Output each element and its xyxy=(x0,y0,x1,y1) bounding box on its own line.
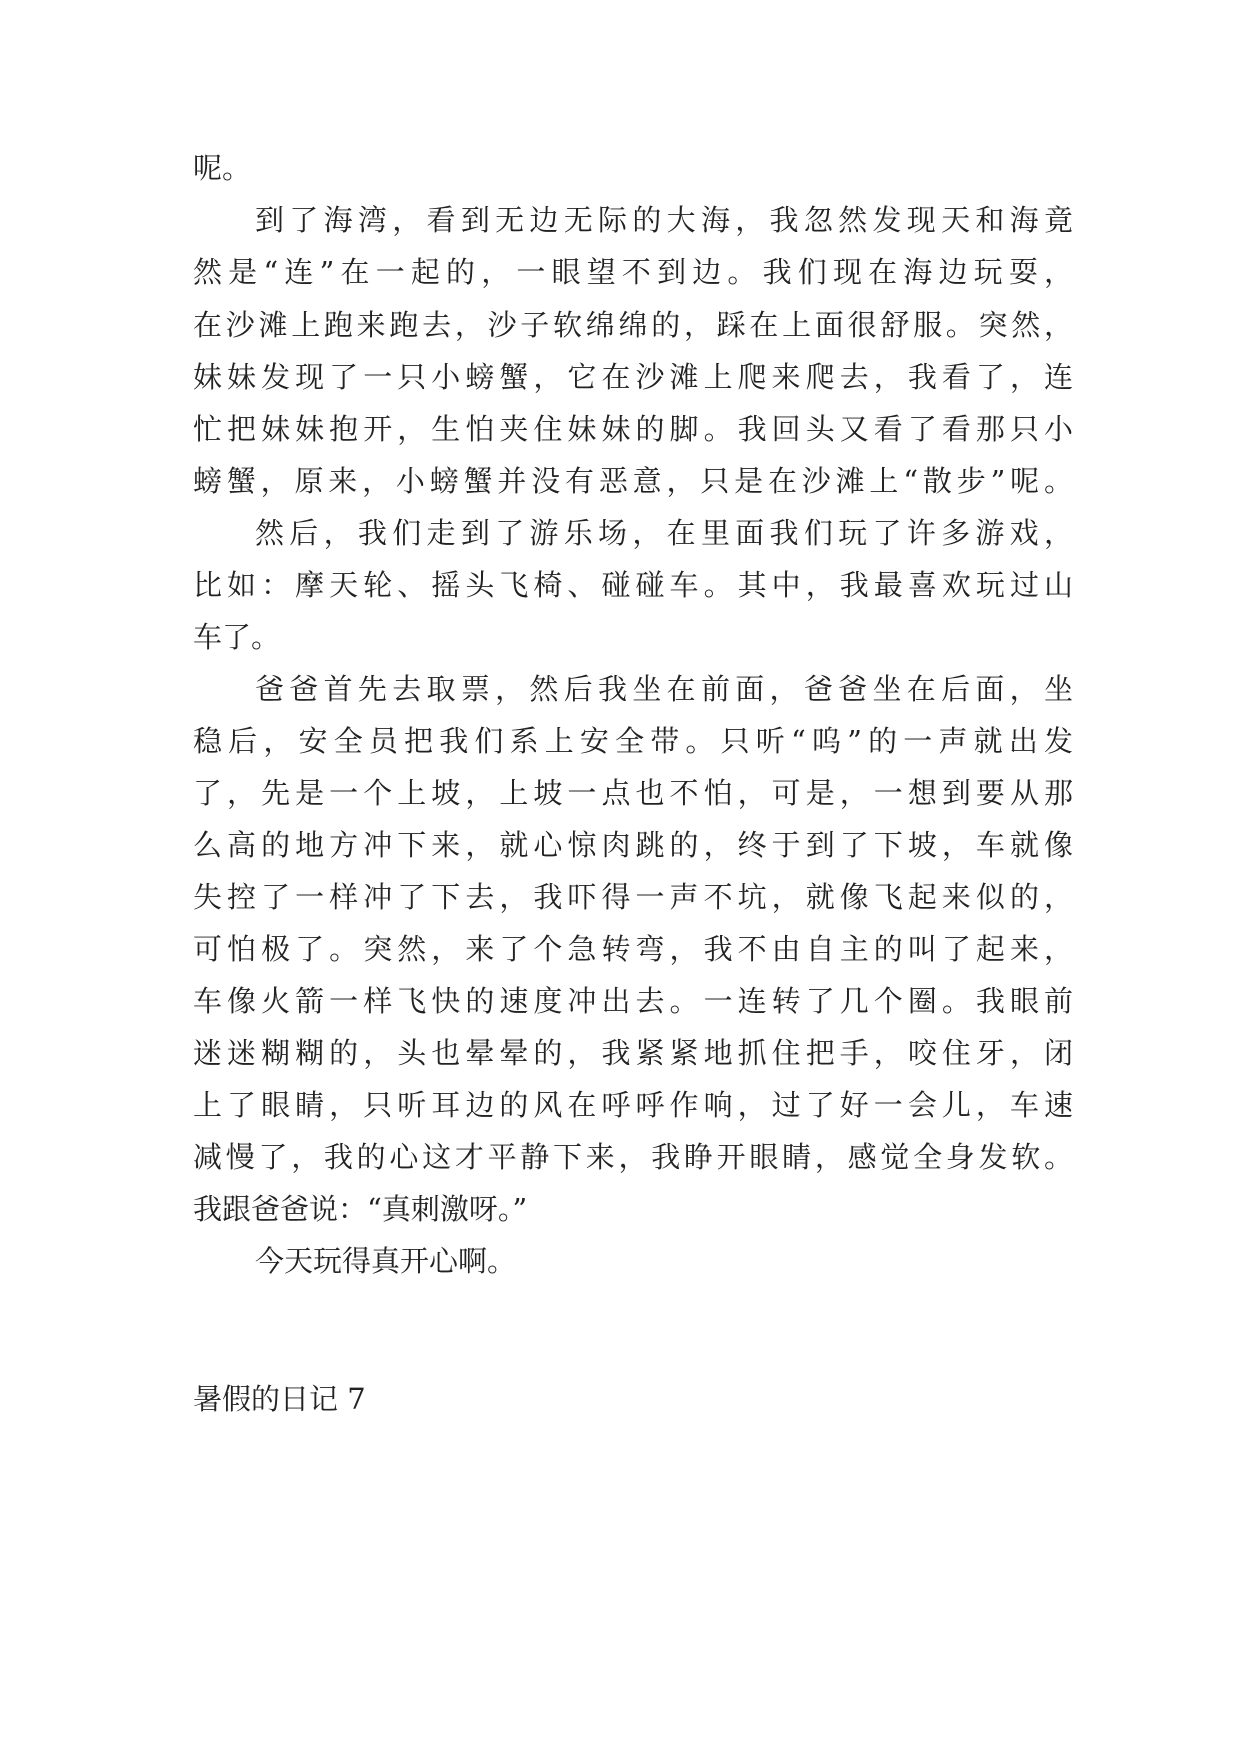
text-line: 减慢了，我的心这才平静下来，我睁开眼睛，感觉全身发软。 xyxy=(193,1140,1073,1174)
text-line: 比如：摩天轮、摇头飞椅、碰碰车。其中，我最喜欢玩过山 xyxy=(193,568,1073,602)
text-line: 妹妹发现了一只小螃蟹，它在沙滩上爬来爬去，我看了，连 xyxy=(193,360,1073,394)
text-line: 失控了一样冲了下去，我吓得一声不坑，就像飞起来似的， xyxy=(193,880,1073,914)
text-line: 呢。 xyxy=(193,151,252,185)
text-line: 迷迷糊糊的，头也晕晕的，我紧紧地抓住把手，咬住牙，闭 xyxy=(193,1036,1073,1070)
paragraph-first-line: 今天玩得真开心啊。 xyxy=(255,1244,517,1278)
text-line: 车了。 xyxy=(193,620,281,654)
section-title: 暑假的日记 7 xyxy=(193,1382,366,1416)
text-line: 螃蟹，原来，小螃蟹并没有恶意，只是在沙滩上“散步”呢。 xyxy=(193,464,1073,498)
text-line: 忙把妹妹抱开，生怕夹住妹妹的脚。我回头又看了看那只小 xyxy=(193,412,1073,446)
paragraph-first-line: 然后，我们走到了游乐场，在里面我们玩了许多游戏， xyxy=(255,516,1073,550)
paragraph-first-line: 爸爸首先去取票，然后我坐在前面，爸爸坐在后面，坐 xyxy=(255,672,1073,706)
text-line: 在沙滩上跑来跑去，沙子软绵绵的，踩在上面很舒服。突然， xyxy=(193,308,1073,342)
text-line: 可怕极了。突然，来了个急转弯，我不由自主的叫了起来， xyxy=(193,932,1073,966)
text-line: 了，先是一个上坡，上坡一点也不怕，可是，一想到要从那 xyxy=(193,776,1073,810)
text-line: 稳后，安全员把我们系上安全带。只听“呜”的一声就出发 xyxy=(193,724,1073,758)
text-line: 么高的地方冲下来，就心惊肉跳的，终于到了下坡，车就像 xyxy=(193,828,1073,862)
text-line: 上了眼睛，只听耳边的风在呼呼作响，过了好一会儿，车速 xyxy=(193,1088,1073,1122)
text-line: 然是“连”在一起的，一眼望不到边。我们现在海边玩耍， xyxy=(193,255,1073,289)
paragraph-first-line: 到了海湾，看到无边无际的大海，我忽然发现天和海竟 xyxy=(255,203,1073,237)
text-line: 我跟爸爸说：“真刺激呀。” xyxy=(193,1192,528,1226)
text-line: 车像火箭一样飞快的速度冲出去。一连转了几个圈。我眼前 xyxy=(193,984,1073,1018)
